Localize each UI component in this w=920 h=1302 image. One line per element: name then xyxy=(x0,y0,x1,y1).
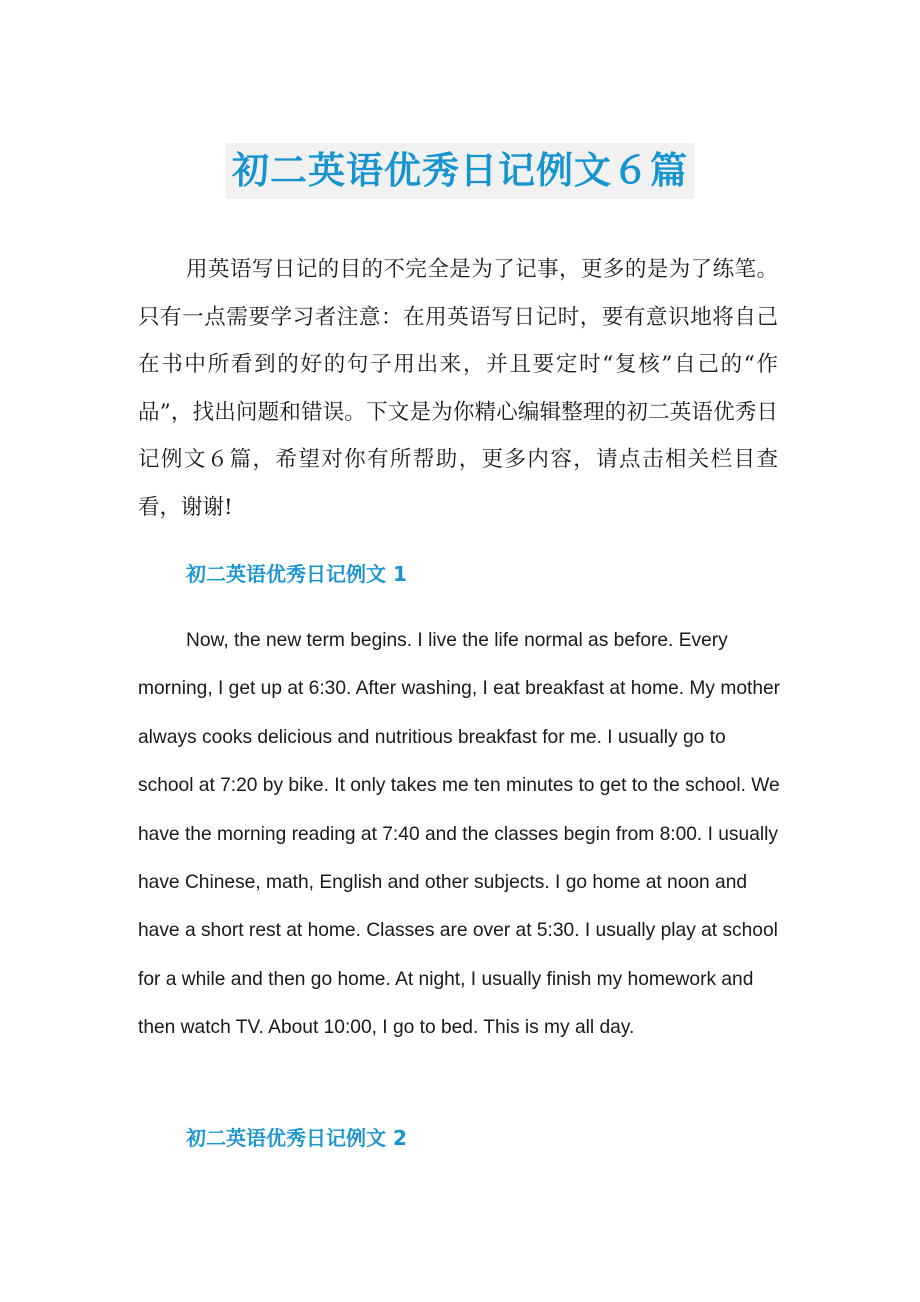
section-heading-1-text: 初二英语优秀日记例文 xyxy=(186,562,386,586)
section-heading-2 xyxy=(186,1123,407,1153)
intro-paragraph: 用英语写日记的目的不完全是为了记事，更多的是为了练笔。只有一点需要学习者注意：在用英语写日记时，要有意识地将自己在书中所看到的好的句子用出来，并且要定时“复核”自己的“作品”，找出问题和错误。下文是为你精心编辑整理的初二英语优秀日记例文６篇，希望对你有所帮助，更多内容，请点击相关栏目查看，谢谢! xyxy=(138,257,778,520)
section-heading-1 xyxy=(186,559,407,589)
title-container xyxy=(0,118,920,224)
section-heading-1-number: 1 xyxy=(392,562,407,586)
section-1-body: Now, the new term begins. I live the life normal as before. Every morning, I get up at 6:30. After washing, I eat breakfast at home. My mother always cooks delicious and nutritious breakfast for me. I usually go to school at 7:20 by bike. It only takes me ten minutes to get to the school. We have the morning reading at 7:40 and the classes begin from 8:00. I usually have Chinese, math, English and other subjects. I go home at noon and have a short rest at home. Classes are over at 5:30. I usually play at school for a while and then go home. At night, I usually finish my homework and then watch TV. About 10:00, I go to bed. This is my all day. xyxy=(138,630,781,1039)
section-heading-2-text: 初二英语优秀日记例文 xyxy=(186,1126,386,1150)
section-heading-2-number: 2 xyxy=(392,1126,407,1150)
page-title: 初二英语优秀日记例文６篇 xyxy=(226,143,694,199)
